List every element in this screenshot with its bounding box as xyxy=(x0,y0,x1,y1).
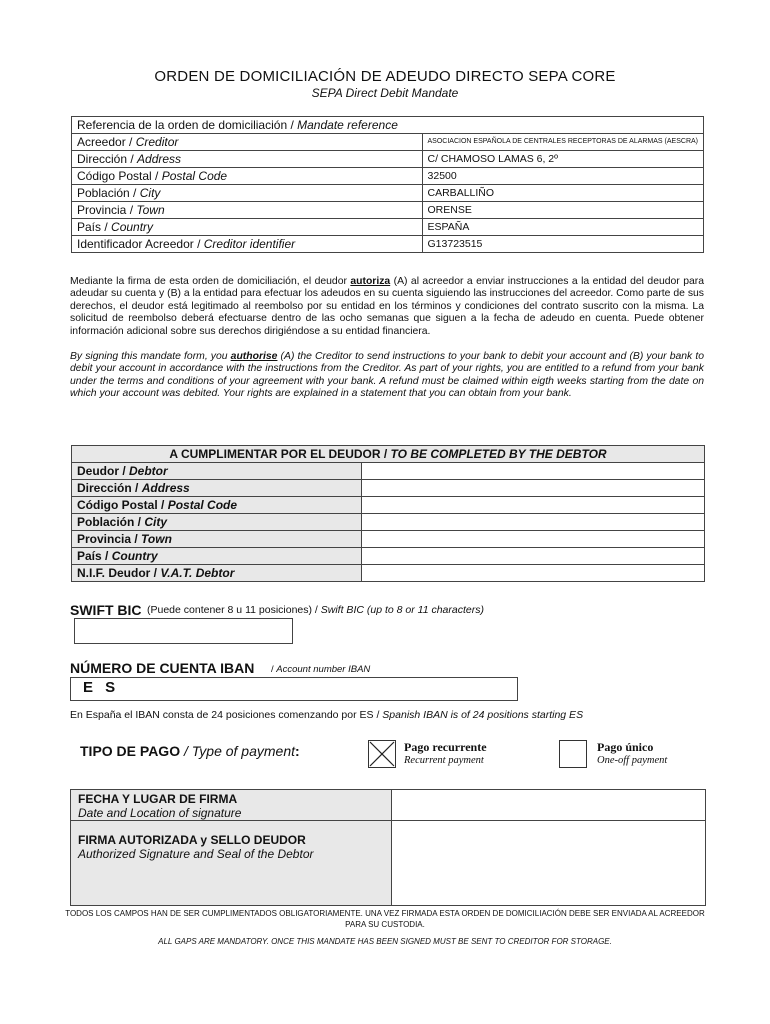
swift-note: (Puede contener 8 u 11 posiciones) / Swift BIC (up to 8 or 11 characters) xyxy=(147,604,484,616)
recurrent-payment-option xyxy=(404,740,487,766)
signature-date-row xyxy=(71,790,706,821)
debtor-heading-row xyxy=(72,446,705,463)
signature-date-field[interactable] xyxy=(392,790,706,821)
mandate-reference-row xyxy=(72,117,704,134)
row-label: Dirección / Address xyxy=(72,480,362,497)
creditor-table xyxy=(71,116,704,253)
creditor-identifier-row xyxy=(72,236,704,253)
recurrent-payment-label-en: Recurrent payment xyxy=(404,755,484,766)
row-label: País / Country xyxy=(72,548,362,565)
creditor-postal-code-value: 32500 xyxy=(422,168,703,185)
recurrent-payment-label: Pago recurrente xyxy=(404,740,487,754)
creditor-province-row xyxy=(72,202,704,219)
signature-table xyxy=(70,789,706,906)
debtor-city-field[interactable] xyxy=(362,514,705,531)
row-label: Provincia / Town xyxy=(72,531,362,548)
row-label: Provincia / Town xyxy=(72,202,423,219)
debtor-vat-field[interactable] xyxy=(362,565,705,582)
creditor-province-value: ORENSE xyxy=(422,202,703,219)
debtor-postal-code-field[interactable] xyxy=(362,497,705,514)
debtor-city-row xyxy=(72,514,705,531)
checked-x-icon xyxy=(369,741,395,767)
debtor-name-field[interactable] xyxy=(362,463,705,480)
creditor-country-row xyxy=(72,219,704,236)
creditor-city-value: CARBALLIÑO xyxy=(422,185,703,202)
iban-field[interactable] xyxy=(70,677,518,701)
creditor-country-value: ESPAÑA xyxy=(422,219,703,236)
debtor-name-row xyxy=(72,463,705,480)
page-title: ORDEN DE DOMICILIACIÓN DE ADEUDO DIRECTO SEPA CORE xyxy=(154,68,616,85)
authorisation-text-en: By signing this mandate form, you authorise (A) the Creditor to send instructions to your bank to debit your account and (B) your bank to debit your account in accordance with the instructions from the Creditor. As part of your rights, you are entitled to a refund from your bank under the terms and conditions of your agreement with your bank. A refund must be claimed within eigth weeks starting from the date on which your account was debited. Your rights are explained in a statement that you can obtain from your bank. xyxy=(70,351,705,400)
creditor-address-value: C/ CHAMOSO LAMAS 6, 2º xyxy=(422,151,703,168)
row-label: Población / City xyxy=(72,185,423,202)
signature-field[interactable] xyxy=(392,821,706,906)
authorisation-text-es: Mediante la firma de esta orden de domiciliación, el deudor autoriza (A) al acreedor a enviar instrucciones a la entidad del deudor para adeudar su cuenta y (B) a la entidad para efectuar los adeudos en su cuenta siguiendo las instrucciones del acreedor. Como parte de sus derechos, el deudor está legitimado al reembolso por su entidad en los términos y condiciones del contrato suscrito con la misma. La solicitud de reembolso deberá efectuarse dentro de las ocho semanas que siguen a la fecha de adeudo en cuenta. Puede obtener información adicional sobre sus derechos dirigiéndose a su entidad financiera. xyxy=(70,276,704,337)
row-label: Identificador Acreedor / Creditor identifier xyxy=(72,236,423,253)
debtor-vat-row xyxy=(72,565,705,582)
iban-info: En España el IBAN consta de 24 posiciones comenzando por ES / Spanish IBAN is of 24 positions starting ES xyxy=(70,709,584,721)
swift-label: SWIFT BIC xyxy=(70,602,142,618)
row-label: País / Country xyxy=(72,219,423,236)
iban-note: / Account number IBAN xyxy=(271,664,371,675)
row-label: Código Postal / Postal Code xyxy=(72,168,423,185)
row-label: Población / City xyxy=(72,514,362,531)
signature-row xyxy=(71,821,706,906)
debtor-address-row xyxy=(72,480,705,497)
debtor-heading: A CUMPLIMENTAR POR EL DEUDOR / TO BE COMPLETED BY THE DEBTOR xyxy=(72,446,705,463)
debtor-country-field[interactable] xyxy=(362,548,705,565)
footer-note-es: TODOS LOS CAMPOS HAN DE SER CUMPLIMENTADOS OBLIGATORIAMENTE. UNA VEZ FIRMADA ESTA ORDEN DE DOMICILIACIÓN DEBE SER ENVIADA AL ACREEDOR PARA SU CUSTODIA. xyxy=(65,909,705,929)
row-label: Código Postal / Postal Code xyxy=(72,497,362,514)
one-off-payment-option xyxy=(597,740,667,766)
recurrent-payment-checkbox[interactable] xyxy=(368,740,396,768)
footer-note-en: ALL GAPS ARE MANDATORY. ONCE THIS MANDATE HAS BEEN SIGNED MUST BE SENT TO CREDITOR FOR STORAGE. xyxy=(158,937,612,946)
one-off-payment-label: Pago único xyxy=(597,740,654,754)
creditor-name-row xyxy=(72,134,704,151)
debtor-country-row xyxy=(72,548,705,565)
creditor-address-row xyxy=(72,151,704,168)
debtor-postal-code-row xyxy=(72,497,705,514)
creditor-name-value: ASOCIACION ESPAÑOLA DE CENTRALES RECEPTORAS DE ALARMAS (AESCRA) xyxy=(422,134,703,151)
debtor-province-field[interactable] xyxy=(362,531,705,548)
payment-type-label: TIPO DE PAGO / Type of payment: xyxy=(80,743,300,759)
row-label: Acreedor / Creditor xyxy=(72,134,423,151)
page-subtitle: SEPA Direct Debit Mandate xyxy=(311,86,459,100)
iban-prefix: E S xyxy=(83,679,120,696)
signature-date-label: FECHA Y LUGAR DE FIRMA Date and Location of signature xyxy=(71,790,392,821)
creditor-postal-code-row xyxy=(72,168,704,185)
creditor-identifier-value: G13723515 xyxy=(422,236,703,253)
iban-label: NÚMERO DE CUENTA IBAN xyxy=(70,660,255,676)
row-label: Deudor / Debtor xyxy=(72,463,362,480)
one-off-payment-checkbox[interactable] xyxy=(559,740,587,768)
one-off-payment-label-en: One-off payment xyxy=(597,755,668,766)
swift-bic-field[interactable] xyxy=(74,618,293,644)
row-label: Dirección / Address xyxy=(72,151,423,168)
debtor-address-field[interactable] xyxy=(362,480,705,497)
debtor-province-row xyxy=(72,531,705,548)
row-label: N.I.F. Deudor / V.A.T. Debtor xyxy=(72,565,362,582)
debtor-table xyxy=(71,445,705,582)
creditor-city-row xyxy=(72,185,704,202)
mandate-reference-label: Referencia de la orden de domiciliación / Mandate reference xyxy=(72,117,704,134)
signature-label: FIRMA AUTORIZADA y SELLO DEUDOR Authorized Signature and Seal of the Debtor xyxy=(71,821,392,906)
